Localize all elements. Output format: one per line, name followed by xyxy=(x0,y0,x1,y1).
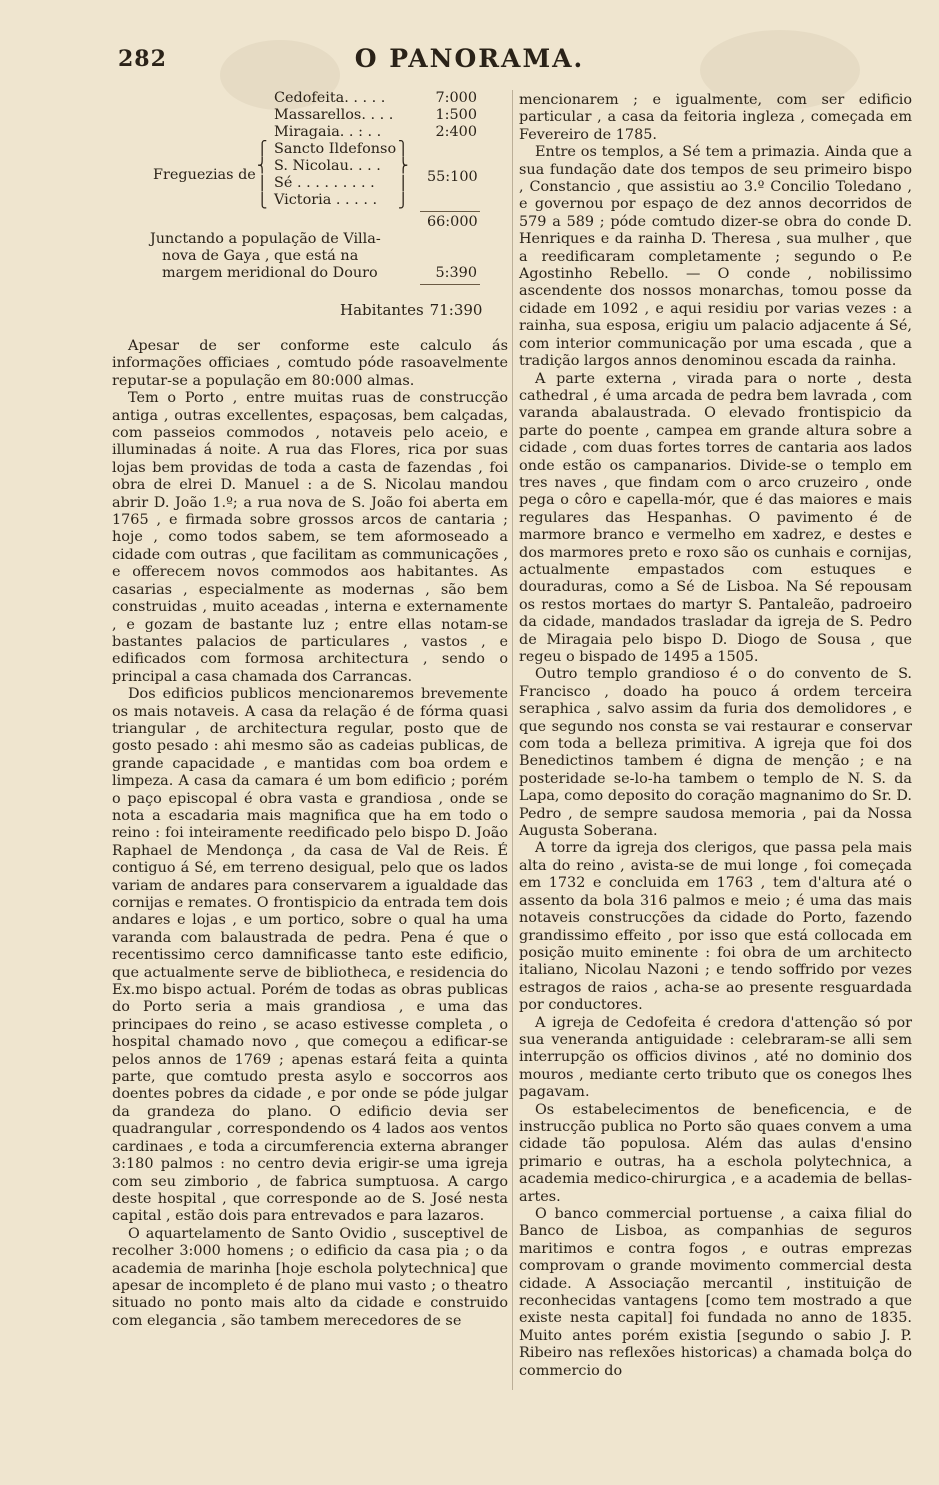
parish-name: Cedofeita. . . . . xyxy=(274,90,386,106)
subtotal-value: 66:000 xyxy=(427,214,478,230)
gaya-line: Junctando a população de Villa- xyxy=(150,231,381,247)
page-title: O PANORAMA. xyxy=(354,44,585,73)
paragraph: Entre os templos, a Sé tem a primazia. Ainda que a sua fundação date dos tempos de seu primeiro bispo , Constancio , que assistiu ao 3.º Concilio Toledano , e governou por espaço de dez annos decorridos de 579 a 589 ; póde comtudo dizer-se obra do conde D. Henriques e da rainha D. Theresa , sua mulher , que a reedificaram completamente ; segundo o P.e Agostinho Rebello. — O conde , nobilissimo ascendente dos nossos monarchas, tomou posse da cidade em 1092 , e aqui residiu por varias vezes : a rainha, sua esposa, erigiu um palacio adjacente á Sé, com interior communicação por uma escada , que a tradição largos annos denominou escada da rainha. xyxy=(519,144,912,370)
parish-name: Miragaia. . : . . xyxy=(274,124,382,140)
right-column xyxy=(519,92,912,1380)
paragraph: Dos edificios publicos mencionaremos brevemente os mais notaveis. A casa da relação é de fórma quasi triangular , de architectura regular, posto que de gosto pesado : ahi mesmo são as cadeias publicas, de grande capacidade , e mantidas com boa ordem e limpeza. A casa da camara é um bom edificio ; porém o paço episcopal é obra vasta e grandiosa , onde se nota a escadaria mais magnifica que ha em todo o reino : foi inteiramente reedificado pelo bispo D. João Raphael de Mendonça , da casa de Val de Reis. É contiguo á Sé, em terreno desigual, pelo que os lados variam de andares para conservarem a igualdade das cornijas e remates. O frontispicio da entrada tem dois andares e lojas , e um portico, sobre o qual ha uma varanda com balaustrada de pedra. Pena é que o recentissimo cerco damnificasse tanto este edificio, que actualmente serve de bibliotheca, e residencia do Ex.mo bispo actual. Porém de todas as obras publicas do Porto seria a mais grandiosa , e uma das principaes do reino , se acaso estivesse completa , o hospital chamado novo , que começou a edificar-se pelos annos de 1769 ; apenas estará feita a quinta parte, que comtudo presta asylo e soccorros aos doentes pobres da cidade , e por onde se póde julgar da grandeza do plano. O edificio devia ser quadrangular , correspondendo os 4 lados aos ventos cardinaes , e toda a circumferencia externa abranger 3:180 palmos : no centro devia erigir-se uma igreja com seu zimborio , de fabrica sumptuosa. A cargo deste hospital , que corresponde ao de S. José nesta capital , estão dois para entrevados e para lazaros. xyxy=(112,686,508,1225)
parish-name: Sancto Ildefonso xyxy=(274,141,397,157)
paragraph: A igreja de Cedofeita é credora d'attenção só por sua veneranda antiguidade : celebraram-se alli sem interrupção os officios divinos , até no dominio dos mouros , mediante certo tributo que os conegos lhes pagavam. xyxy=(519,1014,912,1101)
parish-value: 7:000 xyxy=(435,90,477,106)
page-number: 282 xyxy=(118,46,167,72)
gaya-line: margem meridional do Douro xyxy=(162,265,378,281)
paragraph: A parte externa , virada para o norte , desta cathedral , é uma arcada de pedra bem lavrada , com varanda abalaustrada. O elevado frontispicio da parte do poente , campea em grande altura sobre a cidade , com duas fortes torres de cantaria aos lados onde estão os campanarios. Divide-se o templo em tres naves , que findam com o arco cruzeiro , onde pega o côro e capella-mór, que é das maiores e mais regulares das Hespanhas. O pavimento é de marmore branco e vermelho em xadrez, e destes e dos marmores preto e roxo são os cunhais e cornijas, actualmente empastados com estuques e douraduras, como a Sé de Lisboa. Na Sé repousam os restos mortaes do martyr S. Pantaleão, padroeiro da cidade, mandados trasladar da igreja de S. Pedro de Miragaia pelo bispo D. Diogo de Sousa , que regeu o bispado de 1495 a 1505. xyxy=(519,370,912,665)
paragraph: Tem o Porto , entre muitas ruas de construcção antiga , outras excellentes, espaçosas, bem calçadas, com passeios commodos , notaveis pelo aceio, e illuminadas á noite. A rua das Flores, rica por suas lojas bem providas de toda a casta de fazendas , foi obra de elrei D. Manuel : a de S. Nicolau mandou abrir D. João 1.º; a rua nova de S. João foi aberta em 1765 , e firmada sobre grossos arcos de cantaria ; hoje , como todos sabem, se tem aformoseado a cidade com outras , que facilitam as communicações , e offerecem novos commodos aos habitantes. As casarias , especialmente as modernas , são bem construidas , muito aceadas , interna e externamente , e gozam de bastante luz ; entre ellas notam-se bastantes palacios de particulares , vastos , e edificados com formosa architectura , sendo o principal a casa chamada dos Carrancas. xyxy=(112,390,508,685)
group-value: 55:100 xyxy=(427,169,478,185)
parish-value: 1:500 xyxy=(435,107,477,123)
total-row xyxy=(340,302,482,319)
paragraph: A torre da igreja dos clerigos, que passa pela mais alta do reino , avista-se de mui longe , foi começada em 1732 e concluida em 1763 , tem d'altura até o assento da bola 316 palmos e meio ; é uma das mais notaveis construcções da cidade do Porto, fazendo grandissimo effeito , por isso que está collocada em posição muito eminente : foi obra de um architecto italiano, Nicolau Nazoni ; e tendo soffrido por vezes estragos de raios , acha-se ao presente resguardada por conductores. xyxy=(519,840,912,1014)
parish-value: 2:400 xyxy=(435,124,477,140)
parish-name: S. Nicolau. . . . xyxy=(274,158,381,174)
parish-name: Sé . . . . . . . . . xyxy=(274,175,375,191)
paragraph: Os estabelecimentos de beneficencia, e de instrucção publica no Porto são quaes convem a uma cidade tão populosa. Além das aulas d'ensino primario e outras, ha a eschola polytechnica, a academia medico-chirurgica , e a academia de bellas-artes. xyxy=(519,1101,912,1205)
left-column xyxy=(112,338,508,1330)
parish-name: Massarellos. . . . xyxy=(274,107,394,123)
paragraph: mencionarem ; e igualmente, com ser edificio particular , a casa da feitoria ingleza , começada em Fevereiro de 1785. xyxy=(519,92,912,143)
sum-rule xyxy=(420,211,480,212)
right-brace: ⎫ ⎬ ⎪ ⎭ xyxy=(398,141,409,210)
paragraph: Outro templo grandioso é o do convento de S. Francisco , doado ha pouco á ordem terceira seraphica , salvo assim da furia dos demolidores , e que segundo nos consta se vai restaurar e conservar com toda a belleza primitiva. A igreja que foi dos Benedictinos tambem é digna de menção ; e na posteridade se-lo-ha tambem o templo de N. S. da Lapa, como deposito do coração magnanimo do Sr. D. Pedro , de sempre saudosa memoria , pai da Nossa Augusta Soberana. xyxy=(519,666,912,840)
sum-rule xyxy=(420,284,480,285)
column-divider xyxy=(512,90,513,1390)
parish-name: Victoria . . . . . xyxy=(274,192,378,208)
group-label: Freguezias de xyxy=(153,167,256,183)
left-brace: ⎧ ⎨ ⎪ ⎩ xyxy=(257,141,268,210)
paragraph: O aquartelamento de Santo Ovidio , susceptivel de recolher 3:000 homens ; o edificio da casa pia ; o da academia de marinha [hoje eschola polytechnica] que apesar de incompleto é de plano mui vasto ; o theatro situado no ponto mais alto da cidade e construido com elegancia , são tambem merecedores de se xyxy=(112,1225,508,1329)
total-value: 71:390 xyxy=(429,301,483,319)
total-label: Habitantes xyxy=(340,301,424,319)
paragraph: O banco commercial portuense , a caixa filial do Banco de Lisboa, as companhias de seguros maritimos e contra fogos , e outras emprezas comprovam o grande movimento commercial desta cidade. A Associação mercantil , instituição de reconhecidas vantagens [como tem mostrado a que existe nesta capital] foi fundada no anno de 1835. Muito antes porém existia [segundo o sabio J. P. Ribeiro nas reflexões historicas) a chamada bolça do commercio do xyxy=(519,1206,912,1379)
gaya-line: nova de Gaya , que está na xyxy=(162,248,359,264)
paragraph: Apesar de ser conforme este calculo ás informações officiaes , comtudo póde rasoavelmente reputar-se a população em 80:000 almas. xyxy=(112,338,508,389)
gaya-value: 5:390 xyxy=(435,265,477,281)
